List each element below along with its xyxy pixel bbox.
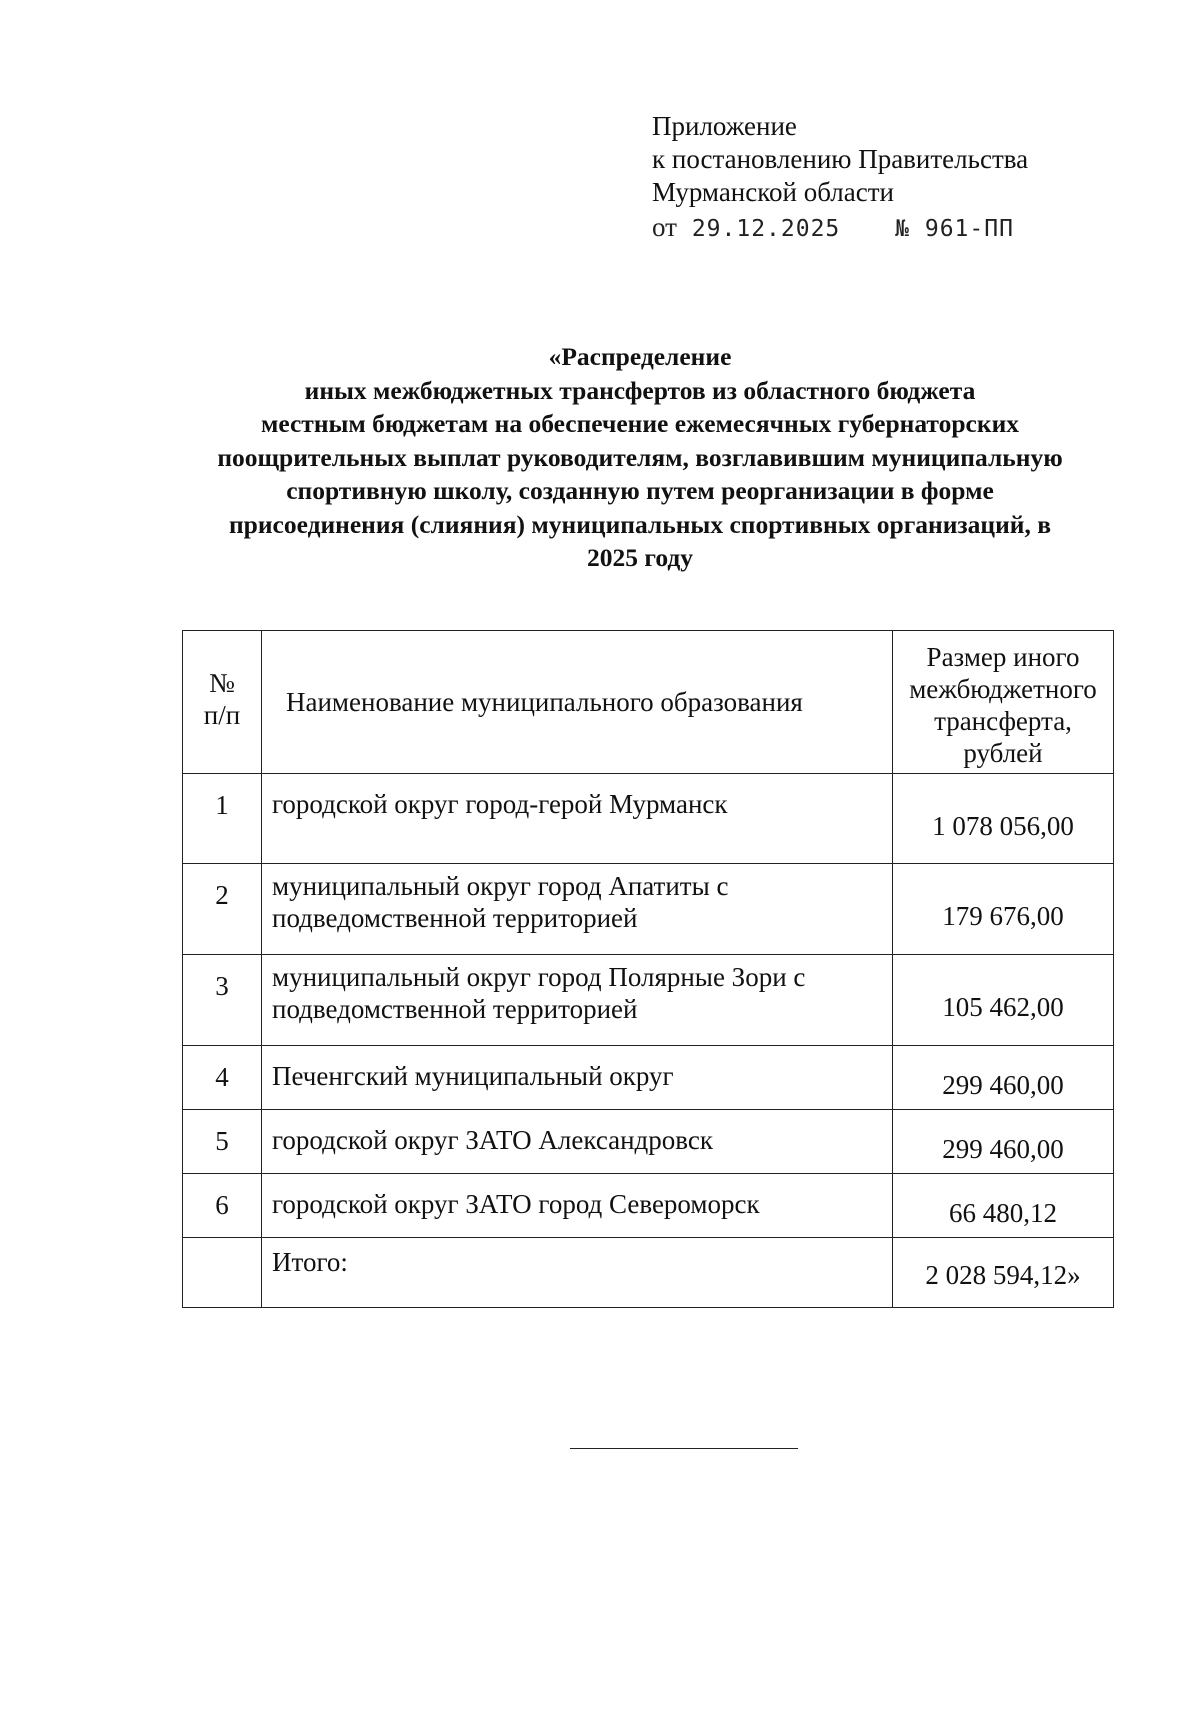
row-name-line: муниципальный округ город Апатиты с	[272, 871, 729, 901]
header-number	[183, 631, 262, 774]
row-amount: 66 480,12	[893, 1174, 1114, 1238]
header-amount-line: Размер иного	[926, 642, 1080, 672]
table-row	[183, 864, 1114, 955]
row-name	[262, 1046, 893, 1110]
distribution-table	[182, 630, 1114, 1308]
table-total-row	[183, 1238, 1114, 1308]
row-name-line: подведомственной территорией	[272, 994, 638, 1024]
total-amount: 2 028 594,12»	[893, 1238, 1114, 1308]
title-line: местным бюджетам на обеспечение ежемесячных губернаторских	[260, 409, 1020, 438]
header-number-symbol: №	[209, 668, 235, 698]
row-amount: 299 460,00	[893, 1110, 1114, 1174]
appendix-reference: к постановлению Правительства	[652, 144, 1029, 174]
title-line: поощрительных выплат руководителям, возглавившим муниципальную	[217, 442, 1063, 472]
table-header-row	[183, 631, 1114, 774]
title-line: спортивную школу, созданную путем реорганизации в форме	[286, 476, 994, 505]
title-line: «Распределение	[548, 342, 732, 371]
title-line: присоединения (слияния) муниципальных спортивных организаций, в	[228, 509, 1052, 539]
header-amount-line: межбюджетного	[909, 674, 1097, 704]
table-row	[183, 1046, 1114, 1110]
row-number: 3	[183, 955, 262, 1046]
row-name-line: городской округ ЗАТО Александровск	[272, 1125, 713, 1155]
row-number: 2	[183, 864, 262, 955]
row-name-line: Печенгский муниципальный округ	[272, 1061, 674, 1091]
header-number-abbr: п/п	[203, 700, 241, 730]
row-amount: 105 462,00	[893, 955, 1114, 1046]
appendix-block	[652, 110, 1028, 246]
appendix-region: Мурманской области	[652, 177, 894, 207]
row-name	[262, 774, 893, 864]
appendix-date-line	[652, 211, 1028, 246]
table-row	[183, 1110, 1114, 1174]
row-name-line: городской округ город-герой Мурманск	[272, 789, 728, 819]
row-name-line: муниципальный округ город Полярные Зори с	[272, 962, 806, 992]
row-name-line: подведомственной территорией	[272, 903, 638, 933]
document-date: 29.12.2025	[691, 216, 841, 242]
header-amount-line: трансферта,	[934, 706, 1072, 736]
header-amount	[893, 631, 1114, 774]
row-number: 4	[183, 1046, 262, 1110]
table-row	[183, 774, 1114, 864]
table-row	[183, 1174, 1114, 1238]
row-name	[262, 955, 893, 1046]
row-name	[262, 1174, 893, 1238]
table-row	[183, 955, 1114, 1046]
title-line: 2025 году	[587, 543, 693, 572]
row-number: 5	[183, 1110, 262, 1174]
row-number: 6	[183, 1174, 262, 1238]
row-name	[262, 864, 893, 955]
total-label: Итого:	[262, 1238, 893, 1308]
row-name-line: городской округ ЗАТО город Североморск	[272, 1189, 760, 1219]
total-number-cell	[183, 1238, 262, 1308]
title-line: иных межбюджетных трансфертов из областного бюджета	[304, 375, 976, 405]
document-number: № 961-ПП	[895, 216, 1014, 242]
row-amount: 179 676,00	[893, 864, 1114, 955]
header-name: Наименование муниципального образования	[262, 631, 893, 774]
document-title	[150, 340, 1130, 575]
date-prefix: от	[652, 212, 677, 242]
row-amount: 1 078 056,00	[893, 774, 1114, 864]
row-amount: 299 460,00	[893, 1046, 1114, 1110]
header-amount-line: рублей	[963, 738, 1043, 768]
appendix-title: Приложение	[652, 111, 797, 141]
closing-rule	[570, 1448, 798, 1449]
row-name	[262, 1110, 893, 1174]
row-number: 1	[183, 774, 262, 864]
